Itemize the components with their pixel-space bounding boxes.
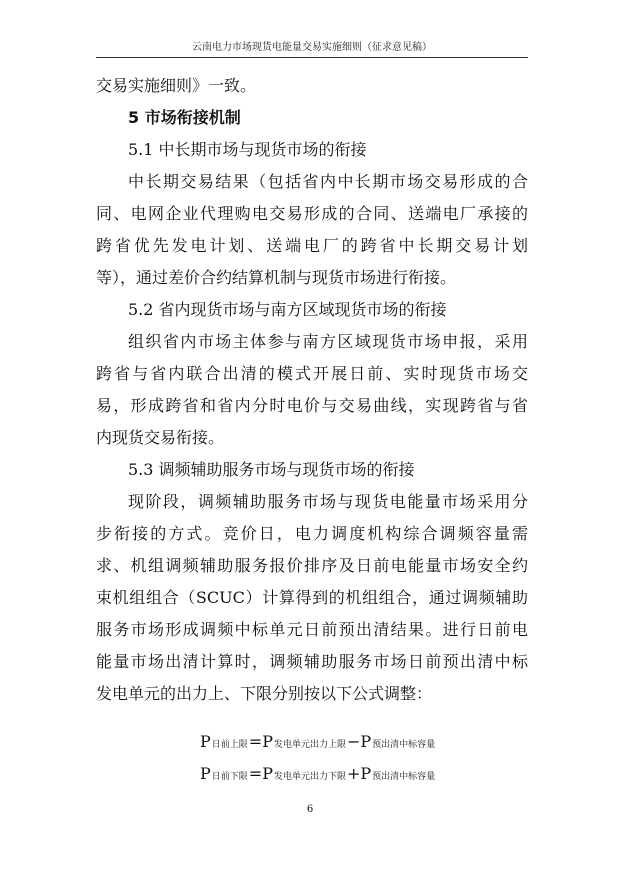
- formula-operator: =P: [248, 732, 273, 751]
- subsection-heading: 5.1 中长期市场与现货市场的衔接: [128, 140, 367, 159]
- paragraph-line: 步衔接的方式。竞价日，电力调度机构综合调频容量需: [96, 524, 528, 543]
- subsection-heading: 5.3 调频辅助服务市场与现货市场的衔接: [128, 460, 415, 479]
- page-number: 6: [306, 804, 314, 815]
- formula-subscript: 发电单元出力上限: [273, 740, 346, 750]
- paragraph-line: 跨省优先发电计划、送端电厂的跨省中长期交易计划: [96, 236, 528, 255]
- formula-subscript: 预出清中标容量: [372, 772, 436, 782]
- formula-operator: =P: [248, 764, 273, 783]
- paragraph-line: 组织省内市场主体参与南方区域现货市场申报，采用: [128, 332, 528, 351]
- paragraph-line: 跨省与省内联合出清的模式开展日前、实时现货市场交: [96, 364, 528, 383]
- paragraph-line: 求、机组调频辅助服务报价排序及日前电能量市场安全约: [96, 556, 528, 575]
- formula-symbol: P: [200, 732, 211, 751]
- formula-subscript: 日前下限: [211, 772, 248, 782]
- paragraph-line: 同、电网企业代理购电交易形成的合同、送端电厂承接的: [96, 204, 528, 223]
- page-header: 云南电力市场现货电能量交易实施细则（征求意见稿）: [192, 42, 432, 53]
- paragraph-line: 等），通过差价合约结算机制与现货市场进行衔接。: [96, 268, 457, 287]
- paragraph-line: 现阶段，调频辅助服务市场与现货电能量市场采用分: [128, 492, 528, 511]
- subsection-heading: 5.2 省内现货市场与南方区域现货市场的衔接: [128, 300, 447, 319]
- formula-subscript: 预出清中标容量: [372, 740, 436, 750]
- formula-subscript: 日前上限: [211, 740, 248, 750]
- formula-subscript: 发电单元出力下限: [273, 772, 346, 782]
- document-body: [96, 70, 528, 710]
- formula-symbol: P: [200, 764, 211, 783]
- paragraph-line: 服务市场形成调频中标单元日前预出清结果。进行日前电: [96, 620, 528, 639]
- formula-operator: −P: [346, 732, 372, 751]
- formula-lower-limit: [200, 764, 436, 783]
- text-line: 交易实施细则》一致。: [96, 76, 257, 95]
- formula-upper-limit: [200, 732, 436, 751]
- paragraph-line: 束机组组合（SCUC）计算得到的机组组合，通过调频辅助: [96, 588, 528, 607]
- paragraph-line: 中长期交易结果（包括省内中长期市场交易形成的合: [128, 172, 528, 191]
- paragraph-line: 易，形成跨省和省内分时电价与交易曲线，实现跨省与省: [96, 396, 528, 415]
- paragraph-line: 内现货交易衔接。: [96, 428, 225, 447]
- section-heading: 5 市场衔接机制: [128, 108, 241, 127]
- paragraph-line: 能量市场出清计算时，调频辅助服务市场日前预出清中标: [96, 652, 528, 671]
- paragraph-line: 发电单元的出力上、下限分别按以下公式调整：: [96, 684, 433, 703]
- header-rule: [96, 57, 528, 58]
- formula-operator: +P: [346, 764, 372, 783]
